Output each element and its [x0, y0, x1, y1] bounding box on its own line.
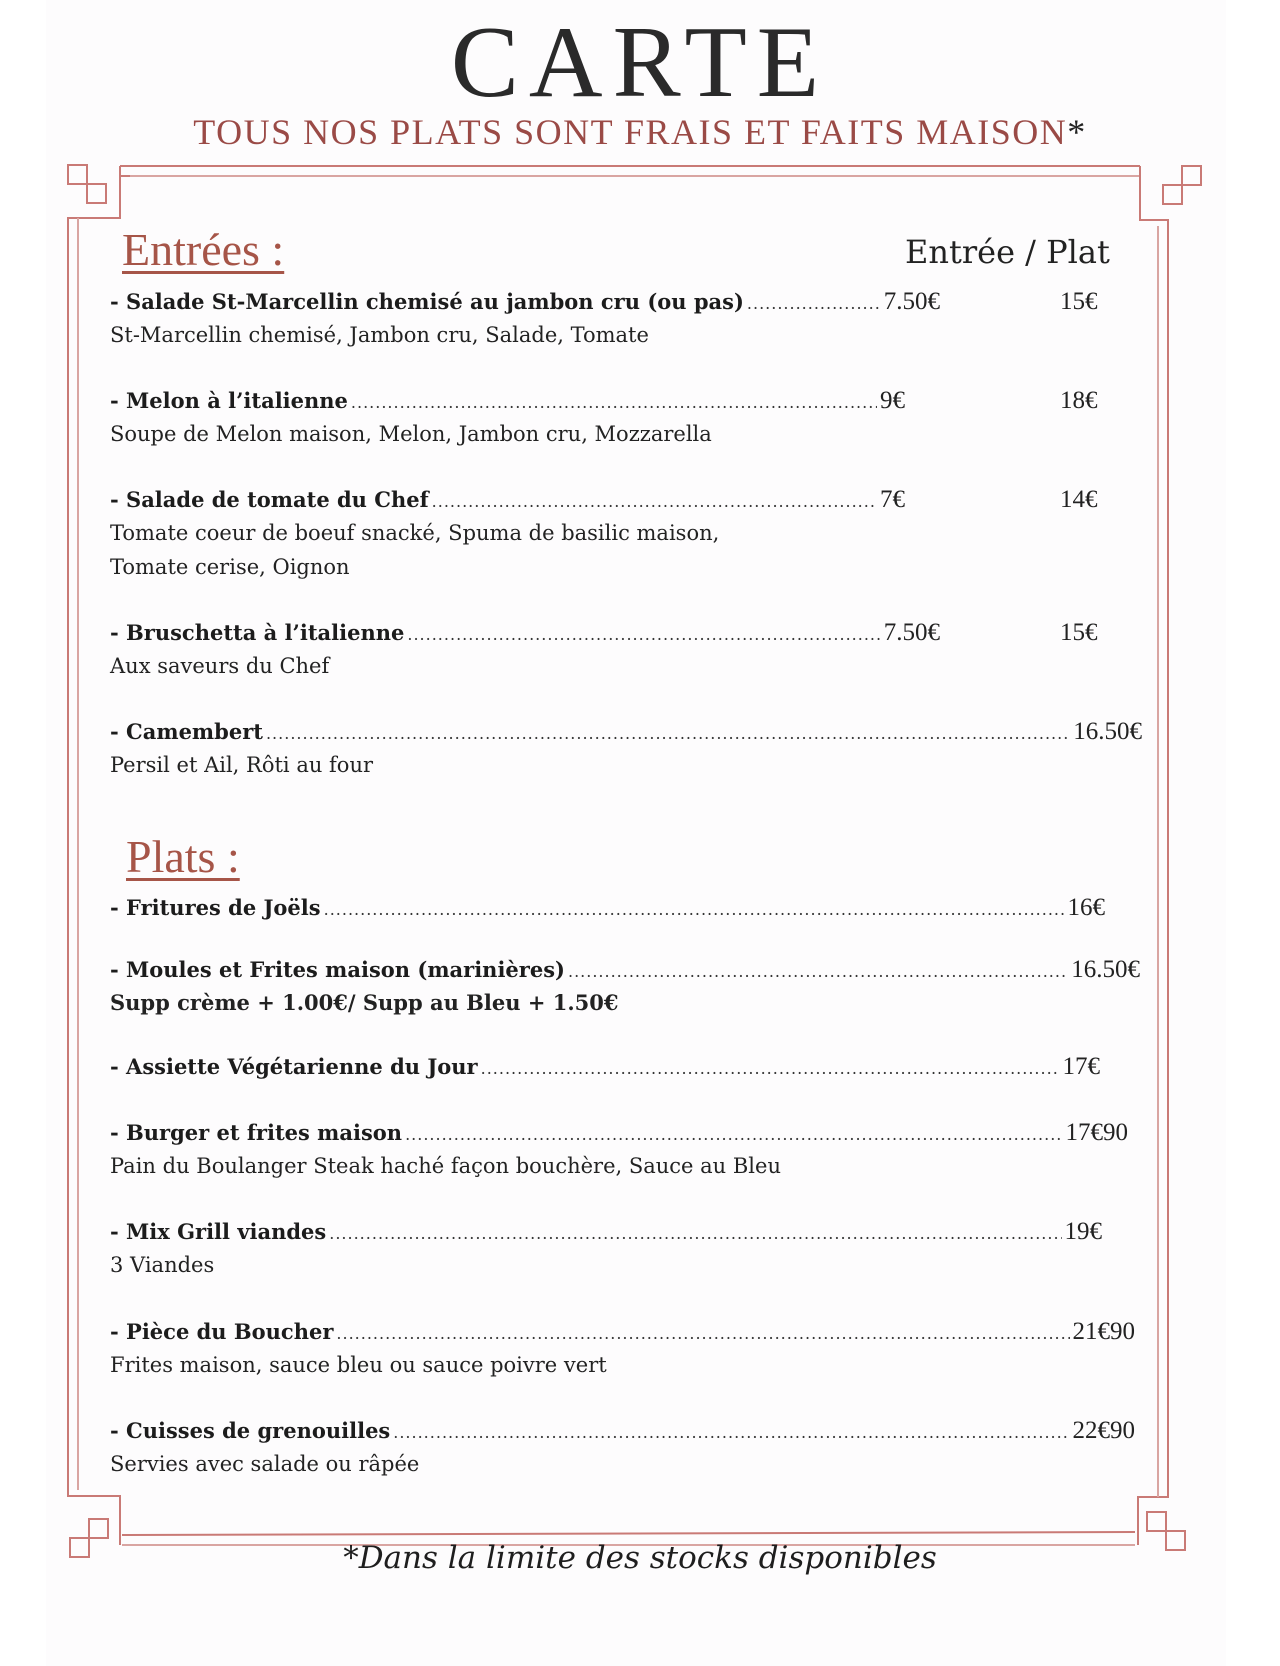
price-plat: 18€	[1060, 387, 1098, 414]
item-name: - Fritures de Joëls	[110, 895, 321, 920]
menu-item	[110, 385, 1098, 451]
menu-item	[110, 1415, 1135, 1481]
price: 17€	[1062, 1053, 1100, 1080]
item-description: Tomate coeur de boeuf snacké, Spuma de basilic maison,	[110, 521, 720, 545]
price: 22€90	[1072, 1417, 1135, 1444]
footnote-stock: *Dans la limite des stocks disponibles	[343, 1540, 937, 1576]
dot-leader	[329, 1218, 1061, 1250]
item-name: - Melon à l’italienne	[110, 388, 348, 413]
item-description: Pain du Boulanger Steak haché façon bouchère, Sauce au Bleu	[110, 1154, 781, 1178]
dot-leader	[336, 1318, 1069, 1350]
item-name: - Salade de tomate du Chef	[110, 487, 429, 512]
dot-leader	[432, 486, 877, 518]
item-name: - Mix Grill viandes	[110, 1219, 327, 1244]
menu-item	[110, 892, 1105, 924]
price: 16€	[1067, 894, 1105, 921]
item-name: - Cuisses de grenouilles	[110, 1418, 391, 1443]
price: 16.50€	[1071, 956, 1140, 983]
price-plat: 15€	[1060, 288, 1098, 315]
item-supplement: Supp crème + 1.00€/ Supp au Bleu + 1.50€	[110, 990, 619, 1015]
dot-leader	[266, 718, 1070, 750]
item-description: Tomate cerise, Oignon	[110, 555, 350, 579]
item-name: - Burger et frites maison	[110, 1120, 403, 1145]
price: 19€	[1064, 1218, 1102, 1245]
menu-item	[110, 286, 1098, 352]
subtitle-text: TOUS NOS PLATS SONT FRAIS ET FAITS MAISON	[193, 112, 1068, 152]
dot-leader	[747, 288, 881, 320]
item-name: - Camembert	[110, 719, 263, 744]
price: 16.50€	[1073, 718, 1142, 745]
menu-item	[110, 1117, 1128, 1183]
item-name: - Salade St-Marcellin chemisé au jambon cru (ou pas)	[110, 289, 744, 314]
dot-leader	[407, 619, 880, 651]
menu-item	[110, 484, 1098, 584]
dot-leader	[393, 1417, 1069, 1449]
price-entree: 7.50€	[883, 619, 940, 646]
price-entree: 9€	[880, 387, 905, 414]
dot-leader	[351, 387, 877, 419]
menu-item	[110, 1216, 1102, 1282]
dot-leader	[568, 956, 1068, 988]
item-name: - Bruschetta à l’italienne	[110, 620, 405, 645]
price-plat: 14€	[1060, 486, 1098, 513]
price-entree: 7.50€	[883, 288, 940, 315]
item-description: St-Marcellin chemisé, Jambon cru, Salade, Tomate	[110, 323, 649, 347]
price-plat: 15€	[1060, 619, 1098, 646]
price: 17€90	[1065, 1119, 1128, 1146]
item-name: - Moules et Frites maison (marinières)	[110, 957, 565, 982]
item-description: Aux saveurs du Chef	[110, 654, 330, 678]
menu-title: CARTE	[450, 6, 830, 119]
menu-item	[110, 1051, 1100, 1083]
item-description: 3 Viandes	[110, 1253, 215, 1277]
dot-leader	[481, 1053, 1060, 1085]
menu-item	[110, 1316, 1135, 1382]
item-name: - Assiette Végétarienne du Jour	[110, 1054, 478, 1079]
section-heading-plats: Plats :	[126, 831, 240, 882]
subtitle-asterisk: *	[1067, 112, 1087, 152]
item-name: - Pièce du Boucher	[110, 1319, 334, 1344]
item-description: Soupe de Melon maison, Melon, Jambon cru, Mozzarella	[110, 422, 712, 446]
price-entree: 7€	[880, 486, 905, 513]
price: 21€90	[1072, 1318, 1135, 1345]
menu-item	[110, 617, 1098, 683]
dot-leader	[324, 894, 1065, 926]
menu-item	[110, 954, 1140, 1020]
section-heading-entrees: Entrées :	[122, 224, 285, 275]
item-description: Frites maison, sauce bleu ou sauce poivre vert	[110, 1353, 607, 1377]
dot-leader	[405, 1119, 1062, 1151]
item-description: Servies avec salade ou râpée	[110, 1452, 420, 1476]
item-description: Persil et Ail, Rôti au four	[110, 753, 374, 777]
column-header-entree-plat: Entrée / Plat	[905, 233, 1110, 271]
menu-item	[110, 716, 1142, 782]
